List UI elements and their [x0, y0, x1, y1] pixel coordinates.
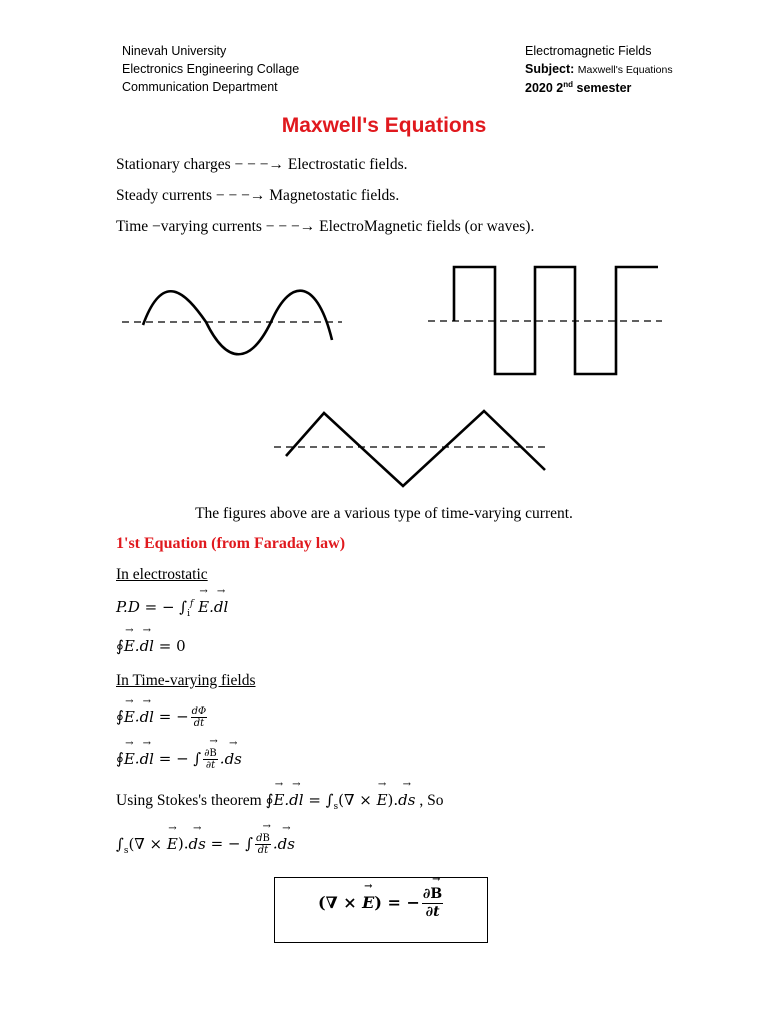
- stokes-theorem-line: [116, 791, 443, 812]
- year-suffix: semester: [573, 81, 632, 95]
- square-curve: [454, 267, 658, 374]
- equation-faraday-flux: ∮→ E.→ dl = − $\frac{d\Phi}{dt}$: [116, 706, 209, 729]
- triangle-curve: [286, 411, 545, 486]
- equation-curl-integral: $\int_s(\nabla$ × → E).→ ds = − ∫ $\frac{d\to B}{dt}$ .→ ds: [116, 833, 295, 856]
- intro-line-time-varying: Time −varying currents − − −→ ElectroMagnetic fields (or waves).: [116, 218, 535, 235]
- stokes-suffix: , So: [419, 792, 444, 809]
- year-sup: nd: [563, 79, 574, 89]
- subject-label: Subject:: [525, 62, 575, 76]
- year-prefix: 2020 2: [525, 81, 564, 95]
- subheading-electrostatic: In electrostatic: [116, 566, 208, 583]
- course-name: Electromagnetic Fields: [525, 44, 652, 58]
- department-name: Communication Department: [122, 80, 278, 94]
- sine-wave-figure: [122, 291, 342, 355]
- square-wave-figure: [428, 267, 662, 374]
- page-title: Maxwell's Equations: [281, 114, 487, 137]
- figure-caption: The figures above are a various type of time-varying current.: [195, 505, 573, 522]
- stokes-equation: ∮→ E.→ dl = $\int_s(\nabla$ × → E).→ ds: [266, 791, 416, 809]
- section-heading: 1'st Equation (from Faraday law): [116, 535, 346, 552]
- triangle-wave-figure: [274, 411, 546, 486]
- equation-potential-difference: P.D = − $\int_i^f \to E.\to$ dl: [116, 598, 228, 619]
- subheading-time-varying: In Time-varying fields: [116, 672, 256, 689]
- equation-closed-loop-zero: ∮→ E.→ dl = 0: [116, 637, 186, 655]
- equation-faraday-integral: ∮→ E.→ dl = − ∫ $\frac{\partial\to B}{\partial t}$ .→ ds: [116, 748, 242, 771]
- university-name: Ninevah University: [122, 44, 227, 58]
- stokes-prefix: Using Stokes's theorem: [116, 792, 262, 809]
- boxed-equation-curl-e: (∇ × → E) = − $\frac{\partial\to B}{\partial t}$: [318, 886, 445, 921]
- intro-line-steady: Steady currents − − −→ Magnetostatic fields.: [116, 187, 400, 204]
- college-name: Electronics Engineering Collage: [122, 62, 300, 76]
- subject-value: Maxwell's Equations: [577, 64, 673, 76]
- intro-line-stationary: Stationary charges − − −→ Electrostatic fields.: [116, 156, 408, 173]
